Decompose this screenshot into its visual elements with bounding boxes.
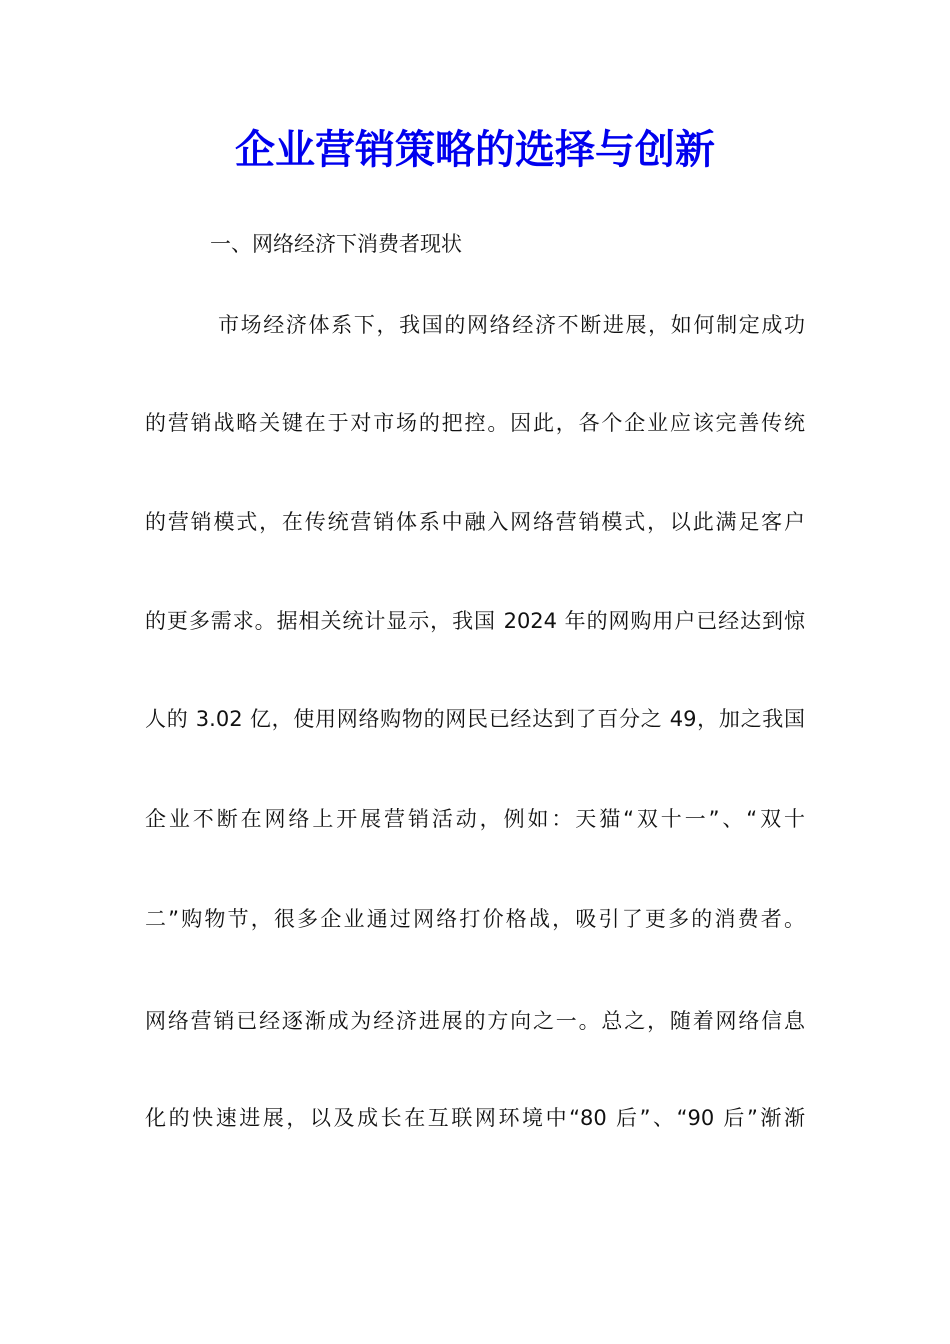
paragraph-line: 化的快速进展，以及成长在互联网环境中“80 后”、“90 后”渐渐 [145, 1106, 805, 1130]
paragraph-line: 网络营销已经逐渐成为经济进展的方向之一。总之，随着网络信息 [145, 1009, 805, 1033]
paragraph-line: 市场经济体系下，我国的网络经济不断进展，如何制定成功 [218, 313, 805, 337]
section-heading: 一、网络经济下消费者现状 [210, 232, 462, 256]
paragraph-line: 的营销战略关键在于对市场的把控。因此，各个企业应该完善传统 [145, 411, 805, 435]
paragraph-line: 企业不断在网络上开展营销活动，例如：天猫“双十一”、“双十 [145, 807, 805, 831]
paragraph-line: 的营销模式，在传统营销体系中融入网络营销模式，以此满足客户 [145, 510, 805, 534]
paragraph-line: 的更多需求。据相关统计显示，我国 2024 年的网购用户已经达到惊 [145, 609, 805, 633]
document-title: 企业营销策略的选择与创新 [235, 126, 715, 173]
paragraph-line: 人的 3.02 亿，使用网络购物的网民已经达到了百分之 49，加之我国 [145, 707, 805, 731]
paragraph-line: 二”购物节，很多企业通过网络打价格战，吸引了更多的消费者。 [145, 907, 805, 931]
